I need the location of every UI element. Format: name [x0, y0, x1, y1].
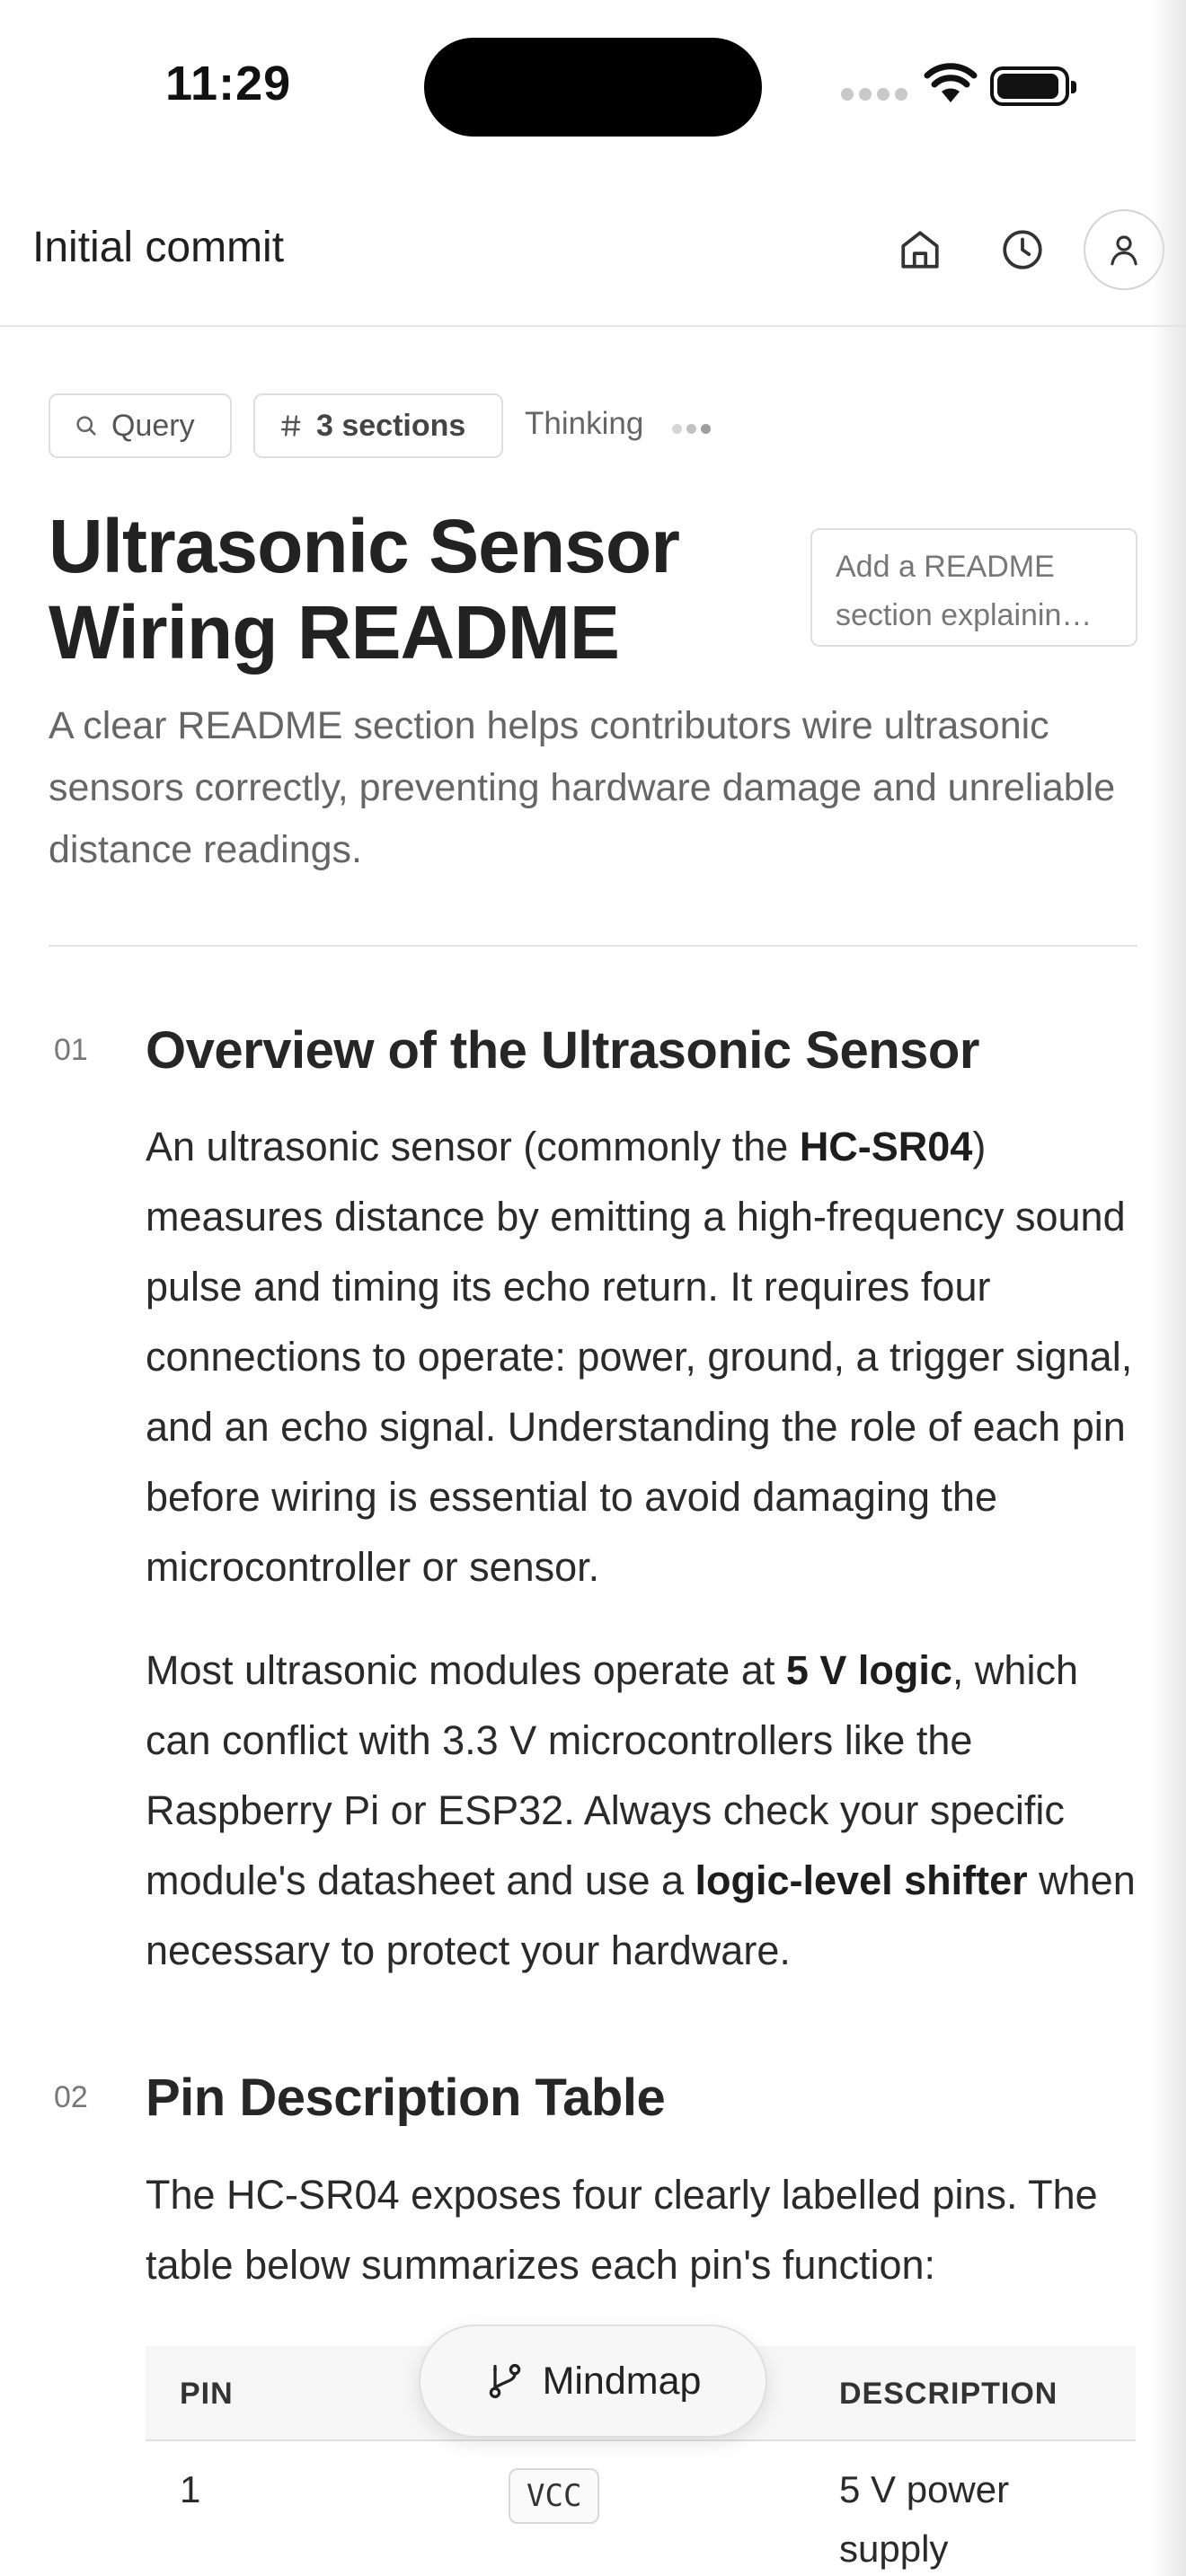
dynamic-island: [424, 38, 762, 137]
prompt-preview-line: Add a README: [836, 550, 1055, 584]
status-bar: [0, 0, 1186, 171]
pin-description: 5 V power: [839, 2468, 1010, 2510]
status-icons: [836, 63, 1087, 110]
section-heading: Overview of the Ultrasonic Sensor: [146, 1021, 979, 1080]
section-number: 01: [54, 1033, 88, 1067]
sections-chip-label: 3 sections: [316, 408, 466, 443]
status-time: 11:29: [165, 57, 292, 110]
branch-icon: [485, 2361, 525, 2401]
query-chip-label: Query: [111, 408, 195, 443]
section-paragraph: An ultrasonic sensor (commonly the HC-SR04) measures distance by emitting a high-frequency sound pulse and timing its echo return. It requires four connections to operate: power, ground, a trigger signal, and an echo signal. Understanding the role of each pin before wiring is essential to avoid damaging the microcontroller or sensor.: [146, 1124, 1133, 1590]
nav-title: Initial commit: [32, 224, 285, 271]
query-chip[interactable]: [49, 393, 232, 458]
thinking-status: Thinking: [525, 406, 644, 441]
cellular-signal-icon: [841, 88, 913, 105]
clock-icon: [1000, 227, 1045, 272]
pin-description: supply: [839, 2527, 949, 2570]
prompt-preview-line: section explainin…: [836, 598, 1093, 632]
hash-icon: [279, 412, 304, 439]
battery-icon: [990, 66, 1069, 106]
prompt-preview[interactable]: [810, 528, 1137, 647]
user-icon: [1105, 231, 1143, 269]
top-nav-bar: [0, 189, 1186, 327]
section-paragraph: Most ultrasonic modules operate at 5 V logic, which can conflict with 3.3 V microcontrollers like the Raspberry Pi or ESP32. Always check your specific module's datasheet and use a logic-level shifter when necessary to protect your hardware.: [146, 1647, 1136, 1973]
section-paragraph: The HC-SR04 exposes four clearly labelled pins. The table below summarizes each pin's function:: [146, 2172, 1098, 2288]
column-header: DESCRIPTION: [839, 2377, 1058, 2411]
pin-label-badge: VCC: [509, 2468, 599, 2524]
section-heading: Pin Description Table: [146, 2069, 666, 2127]
thinking-dots-icon: [672, 422, 715, 438]
pin-number: 1: [180, 2468, 201, 2510]
home-button[interactable]: [882, 212, 958, 287]
divider: [49, 945, 1137, 947]
profile-button[interactable]: [1084, 209, 1164, 290]
column-header: PIN: [180, 2377, 234, 2411]
history-button[interactable]: [985, 212, 1060, 287]
mindmap-button[interactable]: [419, 2325, 767, 2438]
sections-chip[interactable]: [253, 393, 503, 458]
search-icon: [74, 413, 99, 438]
document-subtitle: A clear README section helps contributors wire ultrasonic sensors correctly, preventing hardware damage and unreliable distance readings.: [49, 704, 1116, 871]
wifi-icon: [924, 63, 978, 106]
home-icon: [898, 227, 943, 272]
mindmap-label: Mindmap: [542, 2359, 702, 2403]
document-title: Ultrasonic Sensor Wiring README: [49, 504, 679, 675]
section-number: 02: [54, 2080, 88, 2114]
edge-shadow: [1150, 0, 1186, 2576]
